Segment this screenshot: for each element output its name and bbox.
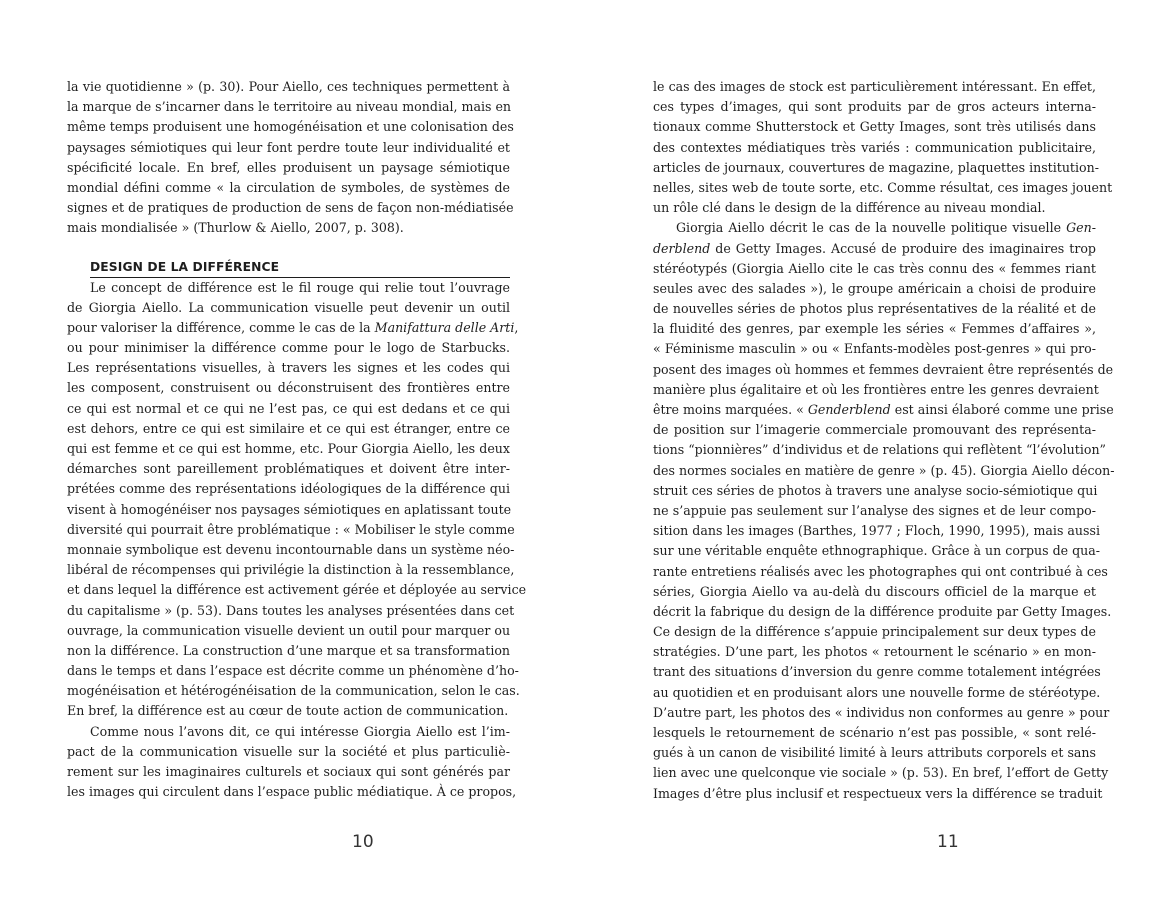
left-paragraph-1 — [67, 77, 514, 239]
text-line: rante entretiens réalisés avec les photographes qui ont contribué à ces — [653, 563, 1108, 579]
text-line: le cas des images de stock est particulièrement intéressant. En effet, — [653, 79, 1096, 94]
text-fragment: de Getty Images. Accusé de produire des imaginaires trop — [710, 240, 1096, 256]
text-line: et dans lequel la différence est activement gérée et déployée au service — [67, 582, 527, 598]
italic-title: Manifattura delle Arti — [374, 319, 515, 335]
text-line — [653, 218, 1096, 238]
text-line: des normes sociales en matière de genre » (p. 45). Giorgia Aiello décon- — [653, 462, 1115, 478]
text-line: est dehors, entre ce qui est similaire et ce qui est étranger, entre ce — [67, 420, 510, 436]
text-line: les composent, construisent ou déconstruisent des frontières entre — [67, 380, 510, 396]
text-line: du capitalisme » (p. 53). Dans toutes les analyses présentées dans cet — [67, 602, 515, 618]
text-line: qui est femme et ce qui est homme, etc. Pour Giorgia Aiello, les deux — [67, 441, 510, 456]
text-line: décrit la fabrique du design de la différence produite par Getty Images. — [653, 603, 1112, 619]
text-line: ne s’appuie pas seulement sur l’analyse des signes et de leur compo- — [653, 502, 1096, 518]
text-line: de Giorgia Aiello. La communication visuelle peut devenir un outil — [67, 299, 510, 315]
text-line: trant des situations d’inversion du genre comme totalement intégrées — [653, 664, 1101, 680]
text-line: tions “pionnières” d’individus et de relations qui reflètent “l’évolution” — [653, 442, 1106, 458]
page-number: 10 — [352, 832, 374, 852]
right-paragraph-2 — [653, 218, 1115, 803]
text-line: Images d’être plus inclusif et respectueux vers la différence se traduit — [653, 785, 1103, 801]
text-line: la marque de s’incarner dans le territoire au niveau mondial, mais en — [67, 99, 512, 115]
text-line: démarches sont pareillement problématiques et doivent être inter- — [67, 461, 510, 477]
text-line: de nouvelles séries de photos plus représentatives de la réalité et de — [653, 301, 1096, 317]
text-line: séries, Giorgia Aiello va au-delà du discours officiel de la marque et — [653, 583, 1096, 599]
text-line: la fluidité des genres, par exemple les séries « Femmes d’affaires », — [653, 321, 1096, 337]
text-line: même temps produisent une homogénéisation et une colonisation des — [67, 119, 514, 135]
text-line — [653, 239, 1096, 259]
text-line: En bref, la différence est au cœur de toute action de communication. — [67, 703, 509, 719]
text-line: au quotidien et en produisant alors une nouvelle forme de stéréotype. — [653, 684, 1101, 700]
text-fragment: être moins marquées. « — [653, 402, 808, 417]
italic-title: Genderblend — [807, 402, 891, 417]
text-line — [67, 318, 519, 338]
text-line: spécificité locale. En bref, elles produisent un paysage sémiotique — [67, 159, 510, 175]
text-line: mogénéisation et hétérogénéisation de la communication, selon le cas. — [67, 683, 520, 699]
text-line: sur une véritable enquête ethnographique. Grâce à un corpus de qua- — [653, 543, 1101, 559]
section-heading: DESIGN DE LA DIFFÉRENCE — [90, 258, 510, 278]
text-line: ouvrage, la communication visuelle devient un outil pour marquer ou — [67, 622, 511, 638]
italic-title: derblend — [653, 240, 711, 256]
text-line: prétées comme des représentations idéologiques de la différence qui — [67, 481, 510, 497]
text-fragment: Giorgia Aiello décrit le cas de la nouvelle politique visuelle — [676, 220, 1067, 236]
text-line: rement sur les imaginaires culturels et sociaux qui sont générés par — [67, 764, 510, 779]
text-line: monnaie symbolique est devenu incontournable dans un système néo- — [67, 541, 515, 557]
right-page — [653, 77, 1115, 804]
right-paragraph-1 — [653, 77, 1113, 218]
text-line: Ce design de la différence s’appuie principalement sur deux types de — [653, 624, 1096, 640]
text-line: Comme nous l’avons dit, ce qui intéresse Giorgia Aiello est l’im- — [90, 723, 510, 739]
text-line: lien avec une quelconque vie sociale » (p. 53). En bref, l’effort de Getty — [653, 765, 1109, 781]
text-line: gués à un canon de visibilité limité à leurs attributs corporels et sans — [653, 745, 1096, 761]
text-line: libéral de récompenses qui privilégie la distinction à la ressemblance, — [67, 562, 515, 578]
text-line: paysages sémiotiques qui leur font perdre toute leur individualité et — [67, 139, 510, 155]
text-line: mondial défini comme « la circulation de symboles, de systèmes de — [67, 179, 510, 195]
page-number: 11 — [937, 832, 959, 852]
text-line: dans le temps et dans l’espace est décrite comme un phénomène d’ho- — [67, 663, 519, 679]
left-paragraph-3 — [67, 722, 517, 803]
text-line: sition dans les images (Barthes, 1977 ; Floch, 1990, 1995), mais aussi — [653, 523, 1100, 539]
text-fragment: est ainsi élaboré comme une prise — [890, 402, 1114, 417]
text-line: ce qui est normal et ce qui ne l’est pas, ce qui est dedans et ce qui — [67, 400, 510, 416]
text-line: ou pour minimiser la différence comme pour le logo de Starbucks. — [67, 340, 510, 356]
text-line: mais mondialisée » (Thurlow & Aiello, 2007, p. 308). — [67, 220, 404, 236]
text-line: posent des images où hommes et femmes devraient être représentés de — [653, 361, 1114, 377]
text-line: ces types d’images, qui sont produits par de gros acteurs interna- — [653, 99, 1096, 115]
text-fragment: pour valoriser la différence, comme le cas de la — [67, 319, 375, 335]
text-line: un rôle clé dans le design de la différence au niveau mondial. — [653, 200, 1046, 216]
text-line: D’autre part, les photos des « individus non conformes au genre » pour — [653, 704, 1110, 720]
text-fragment: , — [514, 319, 519, 335]
text-line: articles de journaux, couvertures de magazine, plaquettes institution- — [653, 159, 1099, 175]
text-line: signes et de pratiques de production de sens de façon non-médiatisée — [67, 200, 514, 216]
left-paragraph-2 — [67, 278, 527, 722]
text-line: Le concept de différence est le fil rouge qui relie tout l’ouvrage — [90, 279, 510, 295]
text-line: « Féminisme masculin » ou « Enfants-modèles post-genres » qui pro- — [653, 341, 1096, 357]
text-line: tionaux comme Shutterstock et Getty Images, sont très utilisés dans — [653, 119, 1096, 135]
text-line: seules avec des salades »), le groupe américain a choisi de produire — [653, 280, 1096, 296]
text-line — [653, 400, 1114, 420]
text-line: Les représentations visuelles, à travers les signes et les codes qui — [67, 360, 510, 376]
text-line: les images qui circulent dans l’espace public médiatique. À ce propos, — [67, 784, 517, 800]
text-line: de position sur l’imagerie commerciale promouvant des représenta- — [653, 422, 1096, 438]
text-line: struit ces séries de photos à travers une analyse socio-sémiotique qui — [653, 482, 1098, 498]
text-line: la vie quotidienne » (p. 30). Pour Aiello, ces techniques permettent à — [67, 79, 510, 94]
text-line: stéréotypés (Giorgia Aiello cite le cas très connu des « femmes riant — [653, 260, 1096, 276]
text-line: non la différence. La construction d’une marque et sa transformation — [67, 642, 511, 658]
text-line: diversité qui pourrait être problématique : « Mobiliser le style comme — [67, 521, 515, 537]
text-line: manière plus égalitaire et où les frontières entre les genres devraient — [653, 381, 1099, 397]
text-line: visent à homogénéiser nos paysages sémiotiques en aplatissant toute — [67, 501, 512, 517]
italic-title: Gen- — [1066, 220, 1096, 236]
text-line: stratégies. D’une part, les photos « retournent le scénario » en mon- — [653, 644, 1096, 660]
text-line: nelles, sites web de toute sorte, etc. Comme résultat, ces images jouent — [653, 179, 1113, 195]
text-line: des contextes médiatiques très variés : communication publicitaire, — [653, 139, 1096, 155]
text-line: lesquels le retournement de scénario n’est pas possible, « sont relé- — [653, 725, 1096, 740]
left-page — [67, 77, 527, 802]
text-line: pact de la communication visuelle sur la société et plus particuliè- — [67, 743, 510, 759]
